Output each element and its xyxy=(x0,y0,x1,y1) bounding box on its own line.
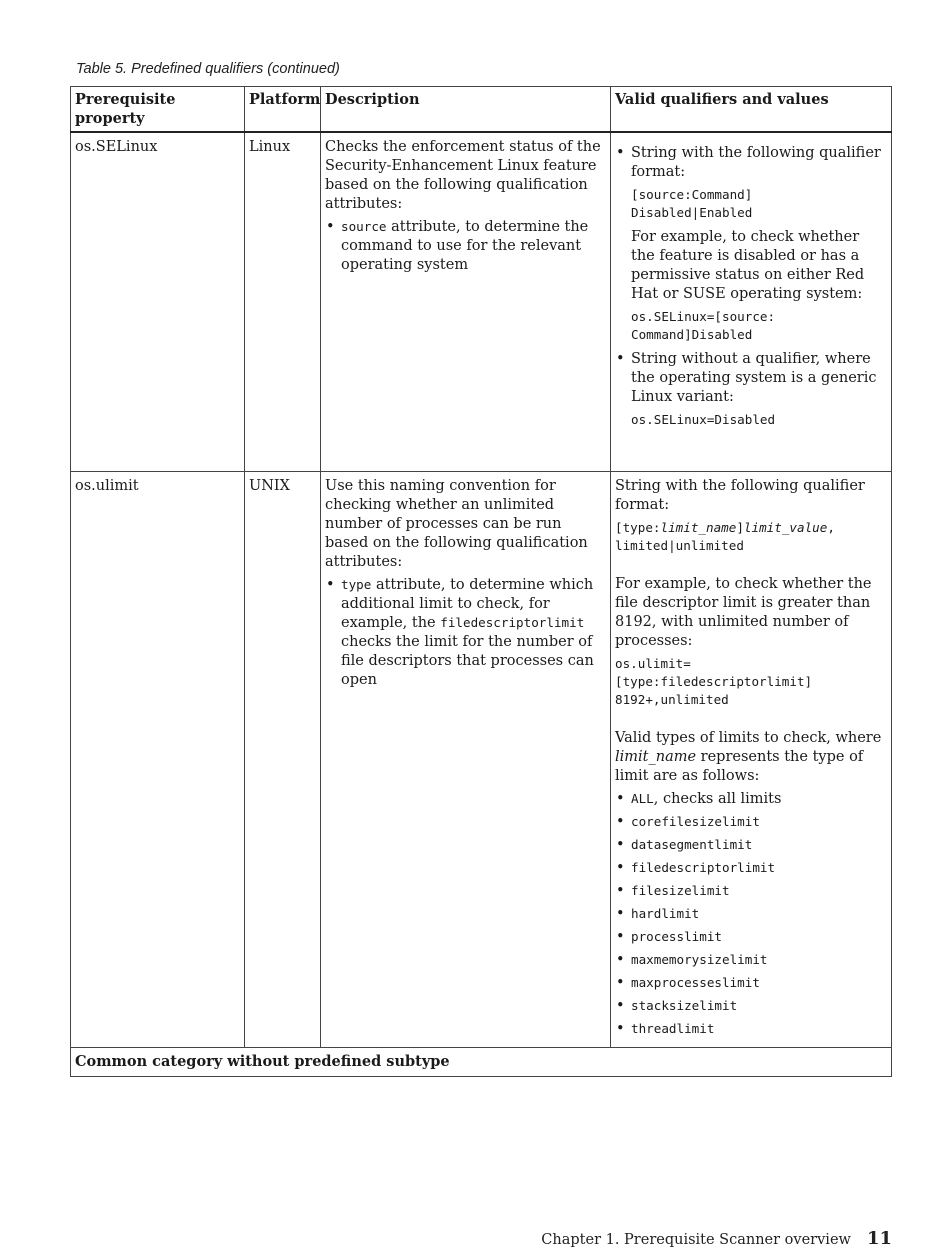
limit-name: corefilesizelimit xyxy=(631,813,760,829)
cell-property: os.SELinux xyxy=(71,132,245,471)
predefined-qualifiers-table xyxy=(70,86,892,1077)
chapter-title: Chapter 1. Prerequisite Scanner overview xyxy=(541,1232,851,1248)
values-text: String with the following qualifier format: xyxy=(615,477,865,513)
list-item xyxy=(631,350,887,429)
code-fragment: , xyxy=(827,519,835,535)
cell-platform: Linux xyxy=(245,132,321,471)
limit-name: maxprocesseslimit xyxy=(631,974,760,990)
limit-name: datasegmentlimit xyxy=(631,836,753,852)
table-caption: Table 5. Predefined qualifiers (continued) xyxy=(76,61,340,77)
code-line: [source:Command] xyxy=(631,187,753,202)
list-item xyxy=(631,905,887,924)
bullet-text: checks the limit for the number of file descriptors that processes can open xyxy=(341,633,594,688)
text-fragment: Valid types of limits to check, where xyxy=(615,729,882,746)
code-line: 8192+,unlimited xyxy=(615,691,729,707)
code-fragment: ] xyxy=(736,519,744,535)
bullet-text: attribute, to determine which additional limit to check, for example, the xyxy=(341,576,594,631)
cell-property: os.ulimit xyxy=(71,471,245,1047)
list-item xyxy=(631,951,887,970)
example-text: For example, to check whether the file descriptor limit is greater than 8192, with unlimited number of processes: xyxy=(615,575,872,649)
values-list xyxy=(615,144,887,429)
table-header-row xyxy=(71,87,892,133)
list-item xyxy=(631,859,887,878)
list-item xyxy=(631,997,887,1016)
code-filedescriptorlimit: filedescriptorlimit xyxy=(440,614,585,630)
limit-types-text xyxy=(615,729,887,786)
header-prerequisite-property: Prerequisite property xyxy=(71,87,245,133)
table-row-selinux xyxy=(71,132,892,471)
text-fragment: represents the type of limit are as follows: xyxy=(615,748,864,784)
code-line: os.SELinux=Disabled xyxy=(631,412,776,427)
list-item xyxy=(631,928,887,947)
header-valid-qualifiers: Valid qualifiers and values xyxy=(611,87,892,133)
code-all: ALL xyxy=(631,790,654,806)
code-block xyxy=(615,655,887,709)
list-item xyxy=(631,144,887,344)
code-fragment: limit_value xyxy=(743,519,828,535)
page-number: 11 xyxy=(866,1228,892,1249)
list-item xyxy=(341,218,606,275)
code-block xyxy=(631,186,887,222)
limit-name: hardlimit xyxy=(631,905,700,921)
limit-name: filedescriptorlimit xyxy=(631,859,776,875)
limit-name: threadlimit xyxy=(631,1020,715,1036)
limit-name: stacksizelimit xyxy=(631,997,738,1013)
table-section-row xyxy=(71,1047,892,1076)
cell-description xyxy=(321,471,611,1047)
cell-description xyxy=(321,132,611,471)
code-fragment: [type: xyxy=(615,519,661,535)
example-text: For example, to check whether the feature is disabled or has a permissive status on either Red Hat or SUSE operating system: xyxy=(631,229,865,302)
code-line: os.SELinux=[source: xyxy=(631,309,776,324)
limit-list xyxy=(615,790,887,1039)
cell-valid-values xyxy=(611,471,892,1047)
code-line: limited|unlimited xyxy=(615,537,744,553)
code-source: source xyxy=(341,219,387,234)
limit-name: filesizelimit xyxy=(631,882,730,898)
table-row-ulimit xyxy=(71,471,892,1047)
code-line xyxy=(615,519,887,537)
code-line: [type:filedescriptorlimit] xyxy=(615,673,813,689)
section-heading: Common category without predefined subtype xyxy=(71,1047,892,1076)
code-block xyxy=(615,519,887,555)
description-list xyxy=(325,218,606,275)
bullet-text: , checks all limits xyxy=(653,790,782,807)
code-line: Disabled|Enabled xyxy=(631,205,753,220)
limit-name: processlimit xyxy=(631,928,722,944)
code-block xyxy=(631,308,887,344)
list-item xyxy=(631,790,887,809)
page-footer xyxy=(541,1228,892,1249)
text-fragment: limit_name xyxy=(615,748,697,765)
bullet-text: attribute, to determine the command to use for the relevant operating system xyxy=(341,219,589,273)
code-type: type xyxy=(341,576,372,592)
description-list xyxy=(325,576,606,690)
code-line: Command]Disabled xyxy=(631,327,753,342)
code-line: os.ulimit= xyxy=(615,655,691,671)
description-intro: Checks the enforcement status of the Security-Enhancement Linux feature based on the following qualification attributes: xyxy=(325,139,601,212)
list-item xyxy=(631,974,887,993)
list-item xyxy=(341,576,606,690)
limit-name: maxmemorysizelimit xyxy=(631,951,768,967)
list-item xyxy=(631,836,887,855)
list-item xyxy=(631,1020,887,1039)
list-item xyxy=(631,813,887,832)
cell-platform: UNIX xyxy=(245,471,321,1047)
list-item xyxy=(631,882,887,901)
values-text: • String with the following qualifier format: xyxy=(631,145,881,180)
cell-valid-values xyxy=(611,132,892,471)
code-fragment: limit_name xyxy=(660,519,737,535)
header-platform: Platform xyxy=(245,87,321,133)
values-text: • String without a qualifier, where the operating system is a generic Linux variant: xyxy=(631,351,877,405)
description-intro: Use this naming convention for checking whether an unlimited number of processes can be run based on the following qualification attributes: xyxy=(325,477,588,570)
header-description: Description xyxy=(321,87,611,133)
